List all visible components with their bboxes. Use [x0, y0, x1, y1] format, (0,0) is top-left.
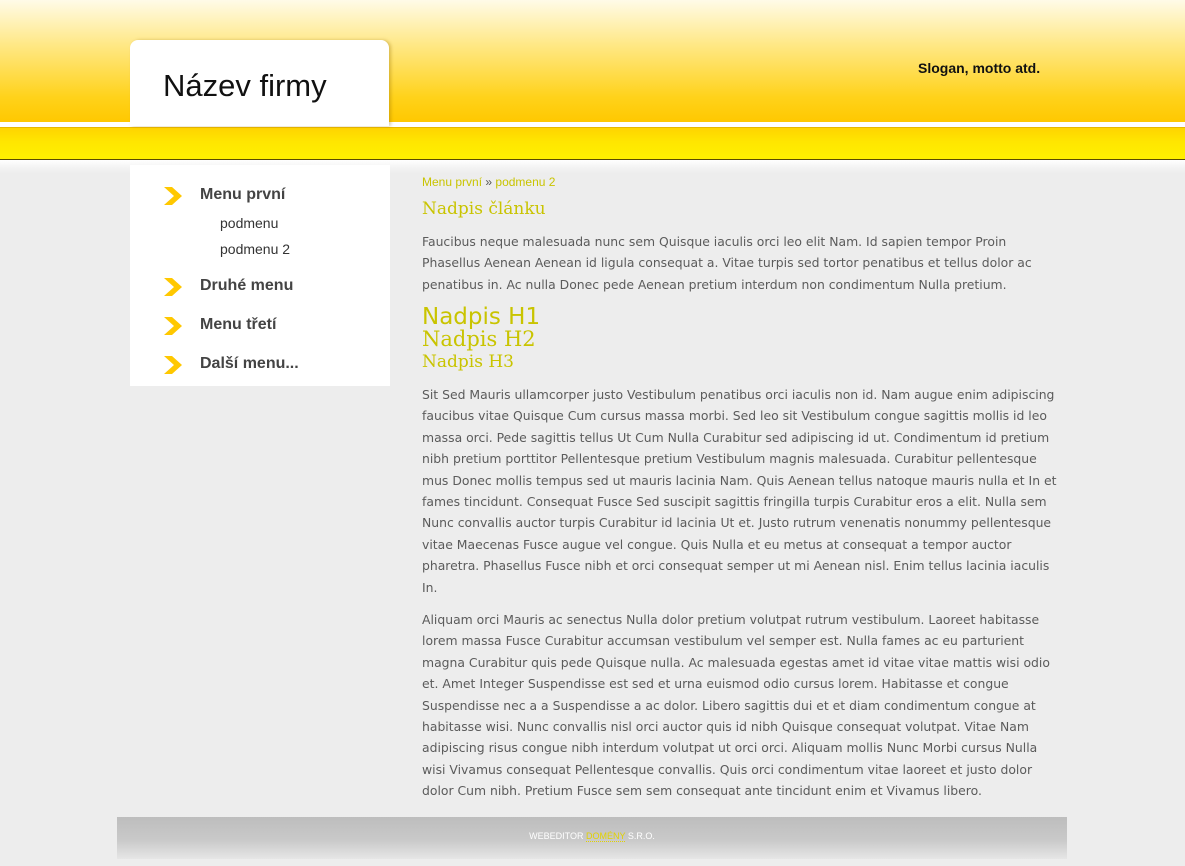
sidebar-item-menu-prvni[interactable] — [130, 183, 390, 209]
sidebar-item-label[interactable]: Menu třetí — [200, 316, 277, 333]
breadcrumb-link-menu-prvni[interactable]: Menu první — [422, 175, 483, 189]
article-intro: Faucibus neque malesuada nunc sem Quisque iaculis orci leo elit Nam. Id sapien tempor Proin Phasellus Aenean Aenean id ligula consequat a. Vitae turpis sed tortor penatibus et tellus dolor ac penatibus in. Ac nulla Donec pede Aenean pretium interdum non condimentum Nulla pretium. — [422, 234, 1032, 292]
article-title: Nadpis článku — [422, 199, 546, 219]
yellow-band — [0, 127, 1185, 160]
submenu-item-podmenu-2[interactable]: podmenu 2 — [220, 241, 291, 257]
footer-text — [117, 831, 1067, 841]
article-paragraph-2: Aliquam orci Mauris ac senectus Nulla dolor pretium volutpat rutrum vestibulum. Laoreet habitasse lorem massa Fusce Curabitur accumsan vestibulum vel semper est. Nulla fames ac eu parturient magna Curabitur quis pede Quisque nulla. Ac malesuada egestas amet id vitae vitae mattis wisi odio et. Amet Integer Suspendisse est sed et urna euismod odio cursus lorem. Habitasse et congue Suspendisse nec a a Suspendisse a ac dolor. Libero sagittis dui et et diam condimentum congue at habitasse wisi. Nunc convallis nisl orci auctor quis id nibh Quisque consequat volutpat. Vitae Nam adipiscing risus congue nibh interdum volutpat ut orci orci. Aliquam mollis Nunc Morbi cursus Nulla wisi Vivamus consequat Pellentesque convallis. Quis orci condimentum vitae laoreet et justo dolor dolor Cum nibh. Pretium Fusce sem sem consequat ante tincidunt enim et Vivamus libero. — [422, 612, 1050, 799]
chevron-right-icon — [162, 276, 184, 298]
sidebar-item-menu-treti[interactable] — [130, 313, 390, 339]
breadcrumb — [422, 175, 555, 189]
heading-h2: Nadpis H2 — [422, 327, 536, 351]
footer — [117, 817, 1067, 859]
chevron-right-icon — [162, 185, 184, 207]
chevron-right-icon — [162, 315, 184, 337]
sidebar-menu — [130, 165, 390, 386]
sidebar-item-label[interactable]: Menu první — [200, 186, 286, 203]
heading-h1: Nadpis H1 — [422, 304, 541, 330]
footer-suffix: S.R.O. — [627, 831, 655, 841]
article-paragraph-1: Sit Sed Mauris ullamcorper justo Vestibulum penatibus orci iaculis non id. Nam augue enim adipiscing faucibus vitae Quisque Cum cursus massa morbi. Sed leo sit Vestibulum congue sagittis mollis id leo massa orci. Pede sagittis tellus Ut Cum Nulla Curabitur sed adipiscing id ut. Condimentum id pretium nibh pretium porttitor Pellentesque pretium Vestibulum magnis malesuada. Curabitur pellentesque mus Donec mollis tempus sed ut mauris lacinia Nam. Quis Aenean tellus natoque mauris nulla et In et fames tincidunt. Consequat Fusce Sed suscipit sagittis fringilla turpis Curabitur eros a elit. Nulla sem Nunc convallis auctor turpis Curabitur id lacinia Ut et. Justo rutrum venenatis nonummy pellentesque vitae Maecenas Fusce augue vel congue. Quis Nulla et eu metus at consequat a tempor auctor pharetra. Phasellus Fusce nibh et orci consequat semper ut mi Aenean nisl. Enim tellus lacinia iaculis In. — [422, 387, 1057, 595]
breadcrumb-link-podmenu-2[interactable]: podmenu 2 — [495, 175, 556, 189]
sidebar-item-label[interactable]: Další menu... — [200, 355, 299, 372]
sidebar-item-dalsi-menu[interactable] — [130, 352, 390, 378]
company-name[interactable]: Název firmy — [163, 68, 327, 103]
footer-link-domeny[interactable]: DOMÉNY — [585, 831, 626, 841]
footer-prefix: WEBEDITOR — [529, 831, 584, 841]
slogan: Slogan, motto atd. — [918, 60, 1041, 76]
heading-h3: Nadpis H3 — [422, 352, 514, 372]
sidebar-item-druhe-menu[interactable] — [130, 274, 390, 300]
sidebar-item-label[interactable]: Druhé menu — [200, 277, 294, 294]
submenu-item-podmenu[interactable]: podmenu — [220, 215, 279, 231]
breadcrumb-separator: » — [485, 175, 493, 189]
logo-box[interactable] — [130, 40, 389, 126]
chevron-right-icon — [162, 354, 184, 376]
